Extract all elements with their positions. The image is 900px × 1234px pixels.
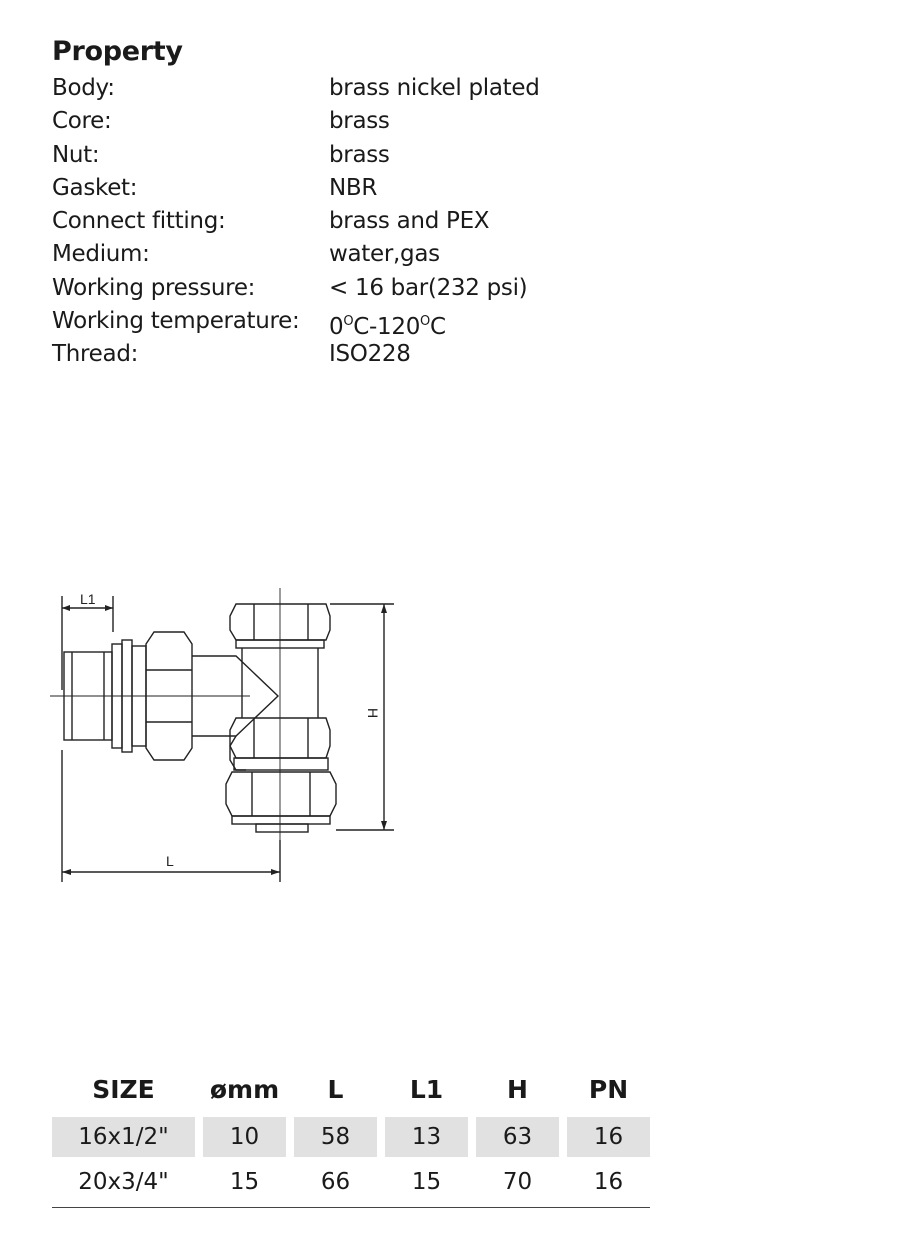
cell-size: 20x3/4" <box>78 1169 169 1195</box>
property-label: Thread: <box>52 341 139 368</box>
valve-technical-drawing <box>0 560 440 900</box>
cell-l: 66 <box>320 1169 351 1195</box>
property-label: Nut: <box>52 141 100 168</box>
header-size: SIZE <box>92 1075 155 1104</box>
dimension-label-h: H <box>365 708 381 719</box>
cell-l1: 15 <box>411 1169 442 1195</box>
table-row <box>52 1117 650 1157</box>
header-l1: L1 <box>409 1075 444 1104</box>
cell-pn: 16 <box>567 1117 650 1157</box>
property-value: brass nickel plated <box>329 75 540 101</box>
degree-sign: O <box>343 314 354 330</box>
property-label: Connect fitting: <box>52 208 226 235</box>
property-label: Gasket: <box>52 174 138 201</box>
property-value: NBR <box>329 174 378 201</box>
dimension-label-l: L <box>166 853 174 869</box>
property-label: Body: <box>52 75 115 101</box>
property-heading: Property <box>52 36 183 67</box>
property-value: < 16 bar(232 psi) <box>329 274 528 301</box>
header-h: H <box>507 1075 528 1104</box>
cell-pn: 16 <box>593 1169 624 1195</box>
header-diameter: ømm <box>209 1075 280 1104</box>
property-label: Working temperature: <box>52 308 300 335</box>
specs-table <box>52 1068 650 1202</box>
cell-size: 16x1/2" <box>52 1117 195 1157</box>
temperature-unit: C <box>429 314 446 341</box>
dimension-label-l1: L1 <box>80 591 96 607</box>
cell-diameter: 10 <box>203 1117 286 1157</box>
property-value: water,gas <box>329 241 440 268</box>
property-value: brass <box>329 141 390 168</box>
header-l: L <box>327 1075 344 1104</box>
temperature-min: 0 <box>329 314 344 341</box>
property-value: ISO228 <box>329 341 411 368</box>
cell-l: 58 <box>294 1117 377 1157</box>
header-pn: PN <box>588 1075 629 1104</box>
temperature-range: C-120 <box>353 314 421 341</box>
property-label: Medium: <box>52 241 150 268</box>
cell-h: 70 <box>502 1169 533 1195</box>
property-label: Working pressure: <box>52 274 256 301</box>
cell-h: 63 <box>476 1117 559 1157</box>
property-value: brass <box>329 108 390 135</box>
table-row <box>52 1162 650 1202</box>
property-label: Core: <box>52 108 112 135</box>
compression-nut <box>226 772 336 816</box>
specs-header-row <box>52 1068 650 1112</box>
table-bottom-rule <box>52 1207 650 1208</box>
degree-sign: O <box>420 314 430 330</box>
property-value: brass and PEX <box>329 208 490 235</box>
cell-l1: 13 <box>385 1117 468 1157</box>
cell-diameter: 15 <box>229 1169 260 1195</box>
